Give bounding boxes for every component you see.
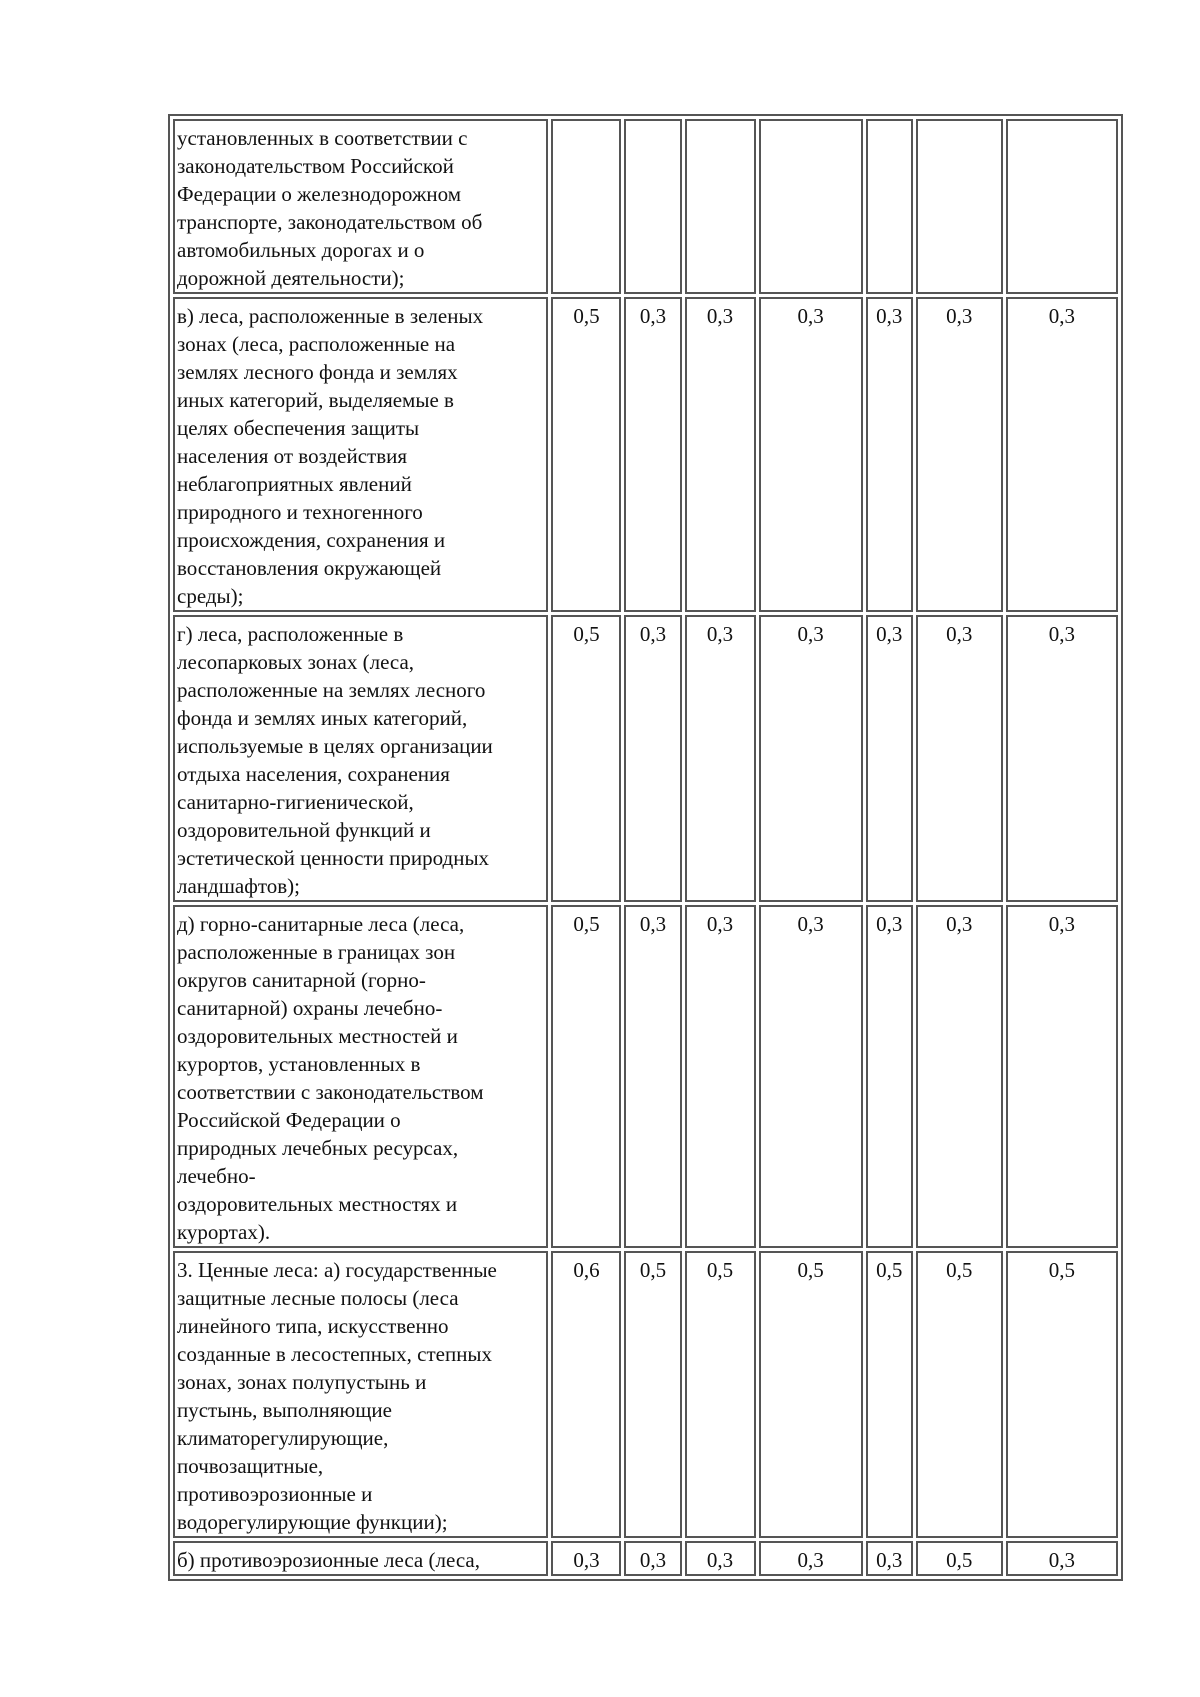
table-row <box>173 615 1118 902</box>
table-row <box>173 119 1118 294</box>
coefficient-cell <box>624 119 681 294</box>
coefficient-cell: 0,3 <box>759 1541 863 1576</box>
coefficient-cell: 0,3 <box>624 1541 681 1576</box>
coefficient-cell: 0,3 <box>866 905 913 1248</box>
coefficient-cell: 0,3 <box>759 297 863 612</box>
row-description: в) леса, расположенные в зеленых зонах (леса, расположенные на землях лесного фонда и землях иных категорий, выделяемые в целях обеспечения защиты населения от воздействия неблагоприятных явлений природного и техногенного происхождения, сохранения и восстановления окружающей среды); <box>173 297 548 612</box>
table-row <box>173 1251 1118 1538</box>
coefficient-cell: 0,5 <box>759 1251 863 1538</box>
row-description: д) горно-санитарные леса (леса, расположенные в границах зон округов санитарной (горно- санитарной) охраны лечебно- оздоровительных местностей и курортов, установленных в соответствии с законодательством Российской Федерации о природных лечебных ресурсах, лечебно- оздоровительных местностях и курортах). <box>173 905 548 1248</box>
row-description: г) леса, расположенные в лесопарковых зонах (леса, расположенные на землях лесного фонда и землях иных категорий, используемые в целях организации отдыха населения, сохранения санитарно-гигиенической, оздоровительной функций и эстетической ценности природных ландшафтов); <box>173 615 548 902</box>
row-description: б) противоэрозионные леса (леса, <box>173 1541 548 1576</box>
table-row <box>173 1541 1118 1576</box>
coefficient-cell: 0,3 <box>1006 1541 1118 1576</box>
forest-coefficients-table <box>168 114 1123 1581</box>
coefficient-cell: 0,3 <box>1006 905 1118 1248</box>
coefficient-cell: 0,3 <box>624 615 681 902</box>
coefficient-cell: 0,3 <box>916 905 1003 1248</box>
coefficient-cell: 0,5 <box>916 1251 1003 1538</box>
coefficient-cell: 0,3 <box>1006 297 1118 612</box>
coefficient-cell <box>551 119 621 294</box>
table-row <box>173 297 1118 612</box>
coefficient-cell: 0,3 <box>685 615 756 902</box>
coefficient-cell: 0,3 <box>1006 615 1118 902</box>
coefficient-cell: 0,3 <box>866 1541 913 1576</box>
table-row <box>173 905 1118 1248</box>
coefficient-cell <box>1006 119 1118 294</box>
coefficient-cell <box>866 119 913 294</box>
coefficient-cell: 0,5 <box>866 1251 913 1538</box>
coefficient-cell: 0,3 <box>685 905 756 1248</box>
coefficient-cell: 0,5 <box>624 1251 681 1538</box>
coefficient-cell: 0,6 <box>551 1251 621 1538</box>
coefficient-cell: 0,5 <box>916 1541 1003 1576</box>
coefficient-cell: 0,3 <box>624 297 681 612</box>
coefficient-cell: 0,3 <box>551 1541 621 1576</box>
coefficient-cell: 0,3 <box>866 297 913 612</box>
coefficient-cell <box>685 119 756 294</box>
coefficient-cell <box>759 119 863 294</box>
coefficient-cell: 0,3 <box>685 1541 756 1576</box>
coefficient-cell: 0,3 <box>916 615 1003 902</box>
coefficient-cell: 0,5 <box>551 615 621 902</box>
coefficient-cell <box>916 119 1003 294</box>
coefficient-cell: 0,3 <box>759 905 863 1248</box>
row-description: 3. Ценные леса: а) государственные защитные лесные полосы (леса линейного типа, искусственно созданные в лесостепных, степных зонах, зонах полупустынь и пустынь, выполняющие климаторегулирующие, почвозащитные, противоэрозионные и водорегулирующие функции); <box>173 1251 548 1538</box>
document-page <box>168 114 1123 1581</box>
row-description: установленных в соответствии с законодательством Российской Федерации о железнодорожном транспорте, законодательством об автомобильных дорогах и о дорожной деятельности); <box>173 119 548 294</box>
coefficient-cell: 0,3 <box>685 297 756 612</box>
coefficient-cell: 0,5 <box>685 1251 756 1538</box>
table-body <box>173 119 1118 1576</box>
coefficient-cell: 0,3 <box>759 615 863 902</box>
coefficient-cell: 0,3 <box>624 905 681 1248</box>
coefficient-cell: 0,5 <box>551 297 621 612</box>
coefficient-cell: 0,3 <box>916 297 1003 612</box>
coefficient-cell: 0,3 <box>866 615 913 902</box>
coefficient-cell: 0,5 <box>551 905 621 1248</box>
coefficient-cell: 0,5 <box>1006 1251 1118 1538</box>
